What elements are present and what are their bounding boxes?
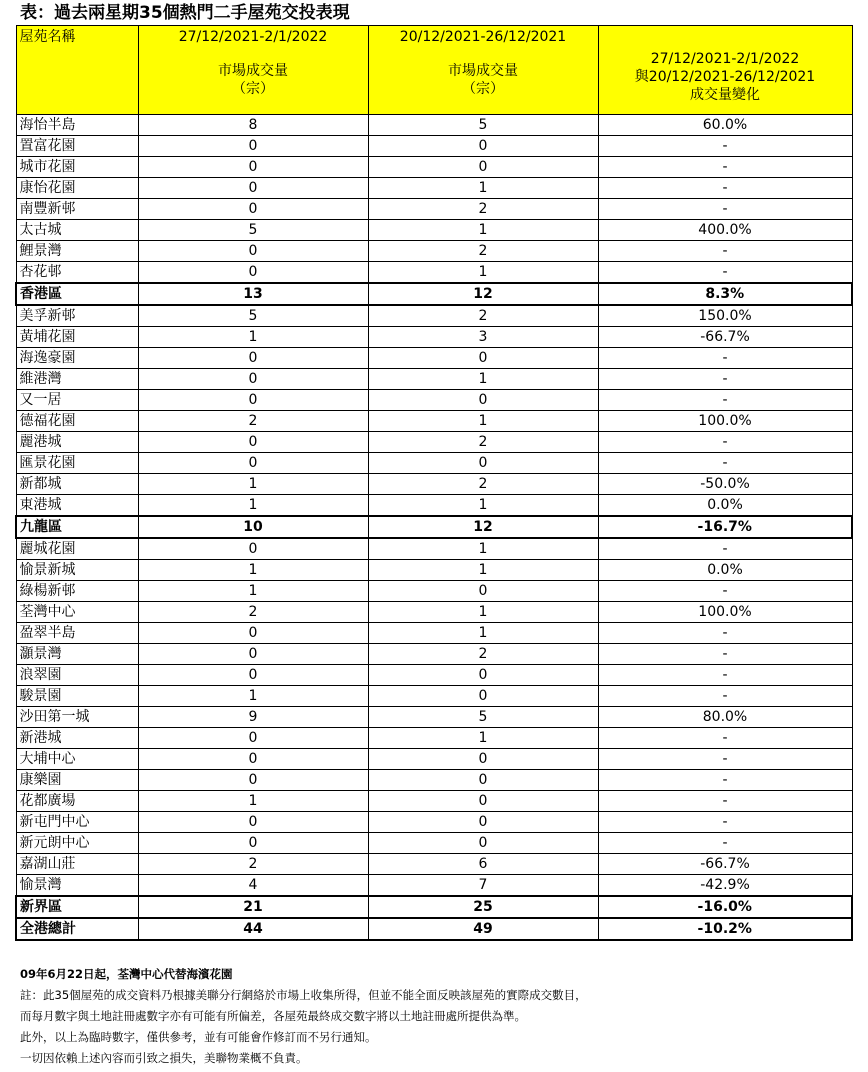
current-volume-cell: 0 [138, 833, 368, 854]
change-cell: - [598, 538, 852, 560]
estate-name-cell: 綠楊新邨 [16, 581, 138, 602]
estate-name-cell: 九龍區 [16, 516, 138, 538]
current-volume-cell: 0 [138, 812, 368, 833]
footnotes [20, 964, 587, 1069]
change-cell: - [598, 348, 852, 369]
previous-volume-cell: 2 [368, 241, 598, 262]
subtotal-row [16, 283, 852, 305]
previous-volume-cell: 1 [368, 560, 598, 581]
table-row [16, 157, 852, 178]
current-volume-cell: 0 [138, 432, 368, 453]
change-cell: - [598, 136, 852, 157]
current-volume-cell: 0 [138, 157, 368, 178]
table-row [16, 115, 852, 136]
estate-name-cell: 德福花園 [16, 411, 138, 432]
note-disclaimer: 一切因依賴上述內容而引致之損失，美聯物業概不負責。 [20, 1051, 308, 1065]
header-previous-unit: （宗） [462, 81, 504, 97]
previous-volume-cell: 0 [368, 581, 598, 602]
estate-name-cell: 香港區 [16, 283, 138, 305]
table-row [16, 390, 852, 411]
header-current-unit: （宗） [232, 81, 274, 97]
current-volume-cell: 1 [138, 791, 368, 812]
estate-name-cell: 南豐新邨 [16, 199, 138, 220]
current-volume-cell: 1 [138, 474, 368, 495]
table-row [16, 136, 852, 157]
estate-name-cell: 花都廣場 [16, 791, 138, 812]
estate-name-cell: 全港總計 [16, 918, 138, 940]
table-row [16, 665, 852, 686]
change-cell: - [598, 812, 852, 833]
change-cell: - [598, 369, 852, 390]
table-row [16, 581, 852, 602]
estate-name-cell: 麗城花園 [16, 538, 138, 560]
header-current-week [138, 26, 368, 115]
table-row [16, 411, 852, 432]
change-cell: - [598, 749, 852, 770]
previous-volume-cell: 1 [368, 178, 598, 199]
change-cell: - [598, 686, 852, 707]
previous-volume-cell: 6 [368, 854, 598, 875]
estate-name-cell: 沙田第一城 [16, 707, 138, 728]
change-cell: 0.0% [598, 495, 852, 517]
estate-name-cell: 置富花園 [16, 136, 138, 157]
table-row [16, 686, 852, 707]
table-row [16, 602, 852, 623]
current-volume-cell: 2 [138, 411, 368, 432]
header-change [598, 26, 852, 115]
header-change-line2: 與20/12/2021-26/12/2021 [634, 69, 816, 85]
change-cell: -66.7% [598, 854, 852, 875]
previous-volume-cell: 0 [368, 770, 598, 791]
change-cell: -42.9% [598, 875, 852, 897]
current-volume-cell: 5 [138, 220, 368, 241]
current-volume-cell: 1 [138, 495, 368, 517]
previous-volume-cell: 0 [368, 136, 598, 157]
table-row [16, 770, 852, 791]
table-row [16, 791, 852, 812]
current-volume-cell: 0 [138, 369, 368, 390]
previous-volume-cell: 0 [368, 348, 598, 369]
table-header-row [16, 26, 852, 115]
table-row [16, 749, 852, 770]
current-volume-cell: 13 [138, 283, 368, 305]
current-volume-cell: 0 [138, 178, 368, 199]
table-row [16, 854, 852, 875]
previous-volume-cell: 0 [368, 686, 598, 707]
previous-volume-cell: 12 [368, 283, 598, 305]
change-cell: 100.0% [598, 411, 852, 432]
previous-volume-cell: 25 [368, 896, 598, 918]
previous-volume-cell: 2 [368, 432, 598, 453]
change-cell: - [598, 623, 852, 644]
current-volume-cell: 2 [138, 854, 368, 875]
change-cell: - [598, 644, 852, 665]
estate-name-cell: 浪翠園 [16, 665, 138, 686]
page-title: 表：過去兩星期35個熱門二手屋苑交投表現 [20, 3, 350, 23]
current-volume-cell: 21 [138, 896, 368, 918]
previous-volume-cell: 12 [368, 516, 598, 538]
current-volume-cell: 0 [138, 453, 368, 474]
current-volume-cell: 0 [138, 644, 368, 665]
previous-volume-cell: 1 [368, 262, 598, 284]
estate-name-cell: 愉景新城 [16, 560, 138, 581]
change-cell: - [598, 791, 852, 812]
note-source: 註：此35個屋苑的成交資料乃根據美聯分行網絡於市場上收集所得，但並不能全面反映該屋苑的實際成交數目， [20, 988, 587, 1002]
header-estate-name: 屋苑名稱 [16, 26, 138, 115]
change-cell: 80.0% [598, 707, 852, 728]
change-cell: 400.0% [598, 220, 852, 241]
table-row [16, 728, 852, 749]
change-cell: -10.2% [598, 918, 852, 940]
current-volume-cell: 0 [138, 390, 368, 411]
previous-volume-cell: 2 [368, 474, 598, 495]
estate-name-cell: 維港灣 [16, 369, 138, 390]
table-row [16, 262, 852, 284]
estate-name-cell: 黃埔花園 [16, 327, 138, 348]
table-row [16, 538, 852, 560]
estate-name-cell: 嘉湖山莊 [16, 854, 138, 875]
previous-volume-cell: 1 [368, 623, 598, 644]
previous-volume-cell: 3 [368, 327, 598, 348]
current-volume-cell: 1 [138, 327, 368, 348]
change-cell: - [598, 453, 852, 474]
table-row [16, 812, 852, 833]
previous-volume-cell: 5 [368, 707, 598, 728]
estate-name-cell: 盈翠半島 [16, 623, 138, 644]
table-row [16, 474, 852, 495]
estate-name-cell: 城市花園 [16, 157, 138, 178]
change-cell: - [598, 157, 852, 178]
current-volume-cell: 0 [138, 665, 368, 686]
estate-name-cell: 康怡花園 [16, 178, 138, 199]
table-row [16, 305, 852, 327]
previous-volume-cell: 1 [368, 220, 598, 241]
previous-volume-cell: 5 [368, 115, 598, 136]
table-row [16, 623, 852, 644]
current-volume-cell: 4 [138, 875, 368, 897]
change-cell: - [598, 833, 852, 854]
previous-volume-cell: 0 [368, 749, 598, 770]
table-row [16, 348, 852, 369]
total-row [16, 918, 852, 940]
estate-name-cell: 杏花邨 [16, 262, 138, 284]
table-row [16, 644, 852, 665]
table-row [16, 495, 852, 517]
table-row [16, 241, 852, 262]
current-volume-cell: 0 [138, 199, 368, 220]
estate-name-cell: 海怡半島 [16, 115, 138, 136]
previous-volume-cell: 1 [368, 728, 598, 749]
change-cell: -16.7% [598, 516, 852, 538]
note-provisional: 此外，以上為臨時數字，僅供參考，並有可能會作修訂而不另行通知。 [20, 1030, 377, 1044]
current-volume-cell: 0 [138, 538, 368, 560]
previous-volume-cell: 0 [368, 157, 598, 178]
current-volume-cell: 1 [138, 686, 368, 707]
subtotal-row [16, 516, 852, 538]
header-previous-label: 市場成交量 [448, 63, 518, 79]
subtotal-row [16, 896, 852, 918]
change-cell: -16.0% [598, 896, 852, 918]
estate-name-cell: 鯉景灣 [16, 241, 138, 262]
change-cell: 0.0% [598, 560, 852, 581]
change-cell: 60.0% [598, 115, 852, 136]
previous-volume-cell: 0 [368, 665, 598, 686]
table-row [16, 875, 852, 897]
current-volume-cell: 0 [138, 136, 368, 157]
current-volume-cell: 5 [138, 305, 368, 327]
table-row [16, 833, 852, 854]
current-volume-cell: 0 [138, 262, 368, 284]
change-cell: - [598, 241, 852, 262]
previous-volume-cell: 1 [368, 369, 598, 390]
current-volume-cell: 9 [138, 707, 368, 728]
change-cell: - [598, 770, 852, 791]
previous-volume-cell: 2 [368, 199, 598, 220]
current-volume-cell: 0 [138, 770, 368, 791]
change-cell: -66.7% [598, 327, 852, 348]
estate-name-cell: 海逸豪園 [16, 348, 138, 369]
previous-volume-cell: 1 [368, 538, 598, 560]
change-cell: - [598, 178, 852, 199]
estate-name-cell: 新屯門中心 [16, 812, 138, 833]
estate-name-cell: 荃灣中心 [16, 602, 138, 623]
estate-name-cell: 新元朗中心 [16, 833, 138, 854]
current-volume-cell: 1 [138, 560, 368, 581]
table-row [16, 560, 852, 581]
table-body [16, 115, 852, 941]
current-volume-cell: 8 [138, 115, 368, 136]
header-previous-week [368, 26, 598, 115]
table-row [16, 178, 852, 199]
estate-name-cell: 麗港城 [16, 432, 138, 453]
transaction-table [15, 25, 853, 941]
current-volume-cell: 44 [138, 918, 368, 940]
change-cell: 100.0% [598, 602, 852, 623]
change-cell: - [598, 665, 852, 686]
previous-volume-cell: 0 [368, 390, 598, 411]
previous-volume-cell: 1 [368, 411, 598, 432]
table-row [16, 432, 852, 453]
header-change-line3: 成交量變化 [690, 87, 760, 103]
note-replacement: 09年6月22日起，荃灣中心代替海濱花園 [20, 967, 233, 981]
current-volume-cell: 2 [138, 602, 368, 623]
change-cell: - [598, 728, 852, 749]
estate-name-cell: 大埔中心 [16, 749, 138, 770]
current-volume-cell: 0 [138, 728, 368, 749]
table-row [16, 453, 852, 474]
estate-name-cell: 新港城 [16, 728, 138, 749]
header-current-label: 市場成交量 [218, 63, 288, 79]
previous-volume-cell: 2 [368, 305, 598, 327]
current-volume-cell: 0 [138, 241, 368, 262]
change-cell: - [598, 262, 852, 284]
estate-name-cell: 駿景園 [16, 686, 138, 707]
current-volume-cell: 10 [138, 516, 368, 538]
previous-volume-cell: 1 [368, 495, 598, 517]
previous-volume-cell: 0 [368, 812, 598, 833]
previous-volume-cell: 0 [368, 791, 598, 812]
current-volume-cell: 0 [138, 348, 368, 369]
previous-volume-cell: 0 [368, 453, 598, 474]
estate-name-cell: 美孚新邨 [16, 305, 138, 327]
change-cell: -50.0% [598, 474, 852, 495]
header-change-line1: 27/12/2021-2/1/2022 [650, 51, 800, 67]
change-cell: - [598, 432, 852, 453]
table-row [16, 327, 852, 348]
estate-name-cell: 新都城 [16, 474, 138, 495]
estate-name-cell: 匯景花園 [16, 453, 138, 474]
previous-volume-cell: 7 [368, 875, 598, 897]
current-volume-cell: 0 [138, 623, 368, 644]
estate-name-cell: 新界區 [16, 896, 138, 918]
change-cell: 150.0% [598, 305, 852, 327]
change-cell: 8.3% [598, 283, 852, 305]
estate-name-cell: 太古城 [16, 220, 138, 241]
previous-volume-cell: 0 [368, 833, 598, 854]
change-cell: - [598, 199, 852, 220]
change-cell: - [598, 581, 852, 602]
current-volume-cell: 1 [138, 581, 368, 602]
estate-name-cell: 愉景灣 [16, 875, 138, 897]
previous-volume-cell: 49 [368, 918, 598, 940]
table-row [16, 220, 852, 241]
header-current-period: 27/12/2021-2/1/2022 [178, 29, 328, 45]
estate-name-cell: 灝景灣 [16, 644, 138, 665]
note-registry: 而每月數字與土地註冊處數字亦有可能有所偏差，各屋苑最終成交數字將以土地註冊處所提供為準。 [20, 1009, 526, 1023]
header-previous-period: 20/12/2021-26/12/2021 [399, 29, 567, 45]
current-volume-cell: 0 [138, 749, 368, 770]
table-row [16, 707, 852, 728]
table-row [16, 369, 852, 390]
change-cell: - [598, 390, 852, 411]
estate-name-cell: 康樂園 [16, 770, 138, 791]
previous-volume-cell: 1 [368, 602, 598, 623]
estate-name-cell: 東港城 [16, 495, 138, 517]
previous-volume-cell: 2 [368, 644, 598, 665]
table-row [16, 199, 852, 220]
estate-name-cell: 又一居 [16, 390, 138, 411]
